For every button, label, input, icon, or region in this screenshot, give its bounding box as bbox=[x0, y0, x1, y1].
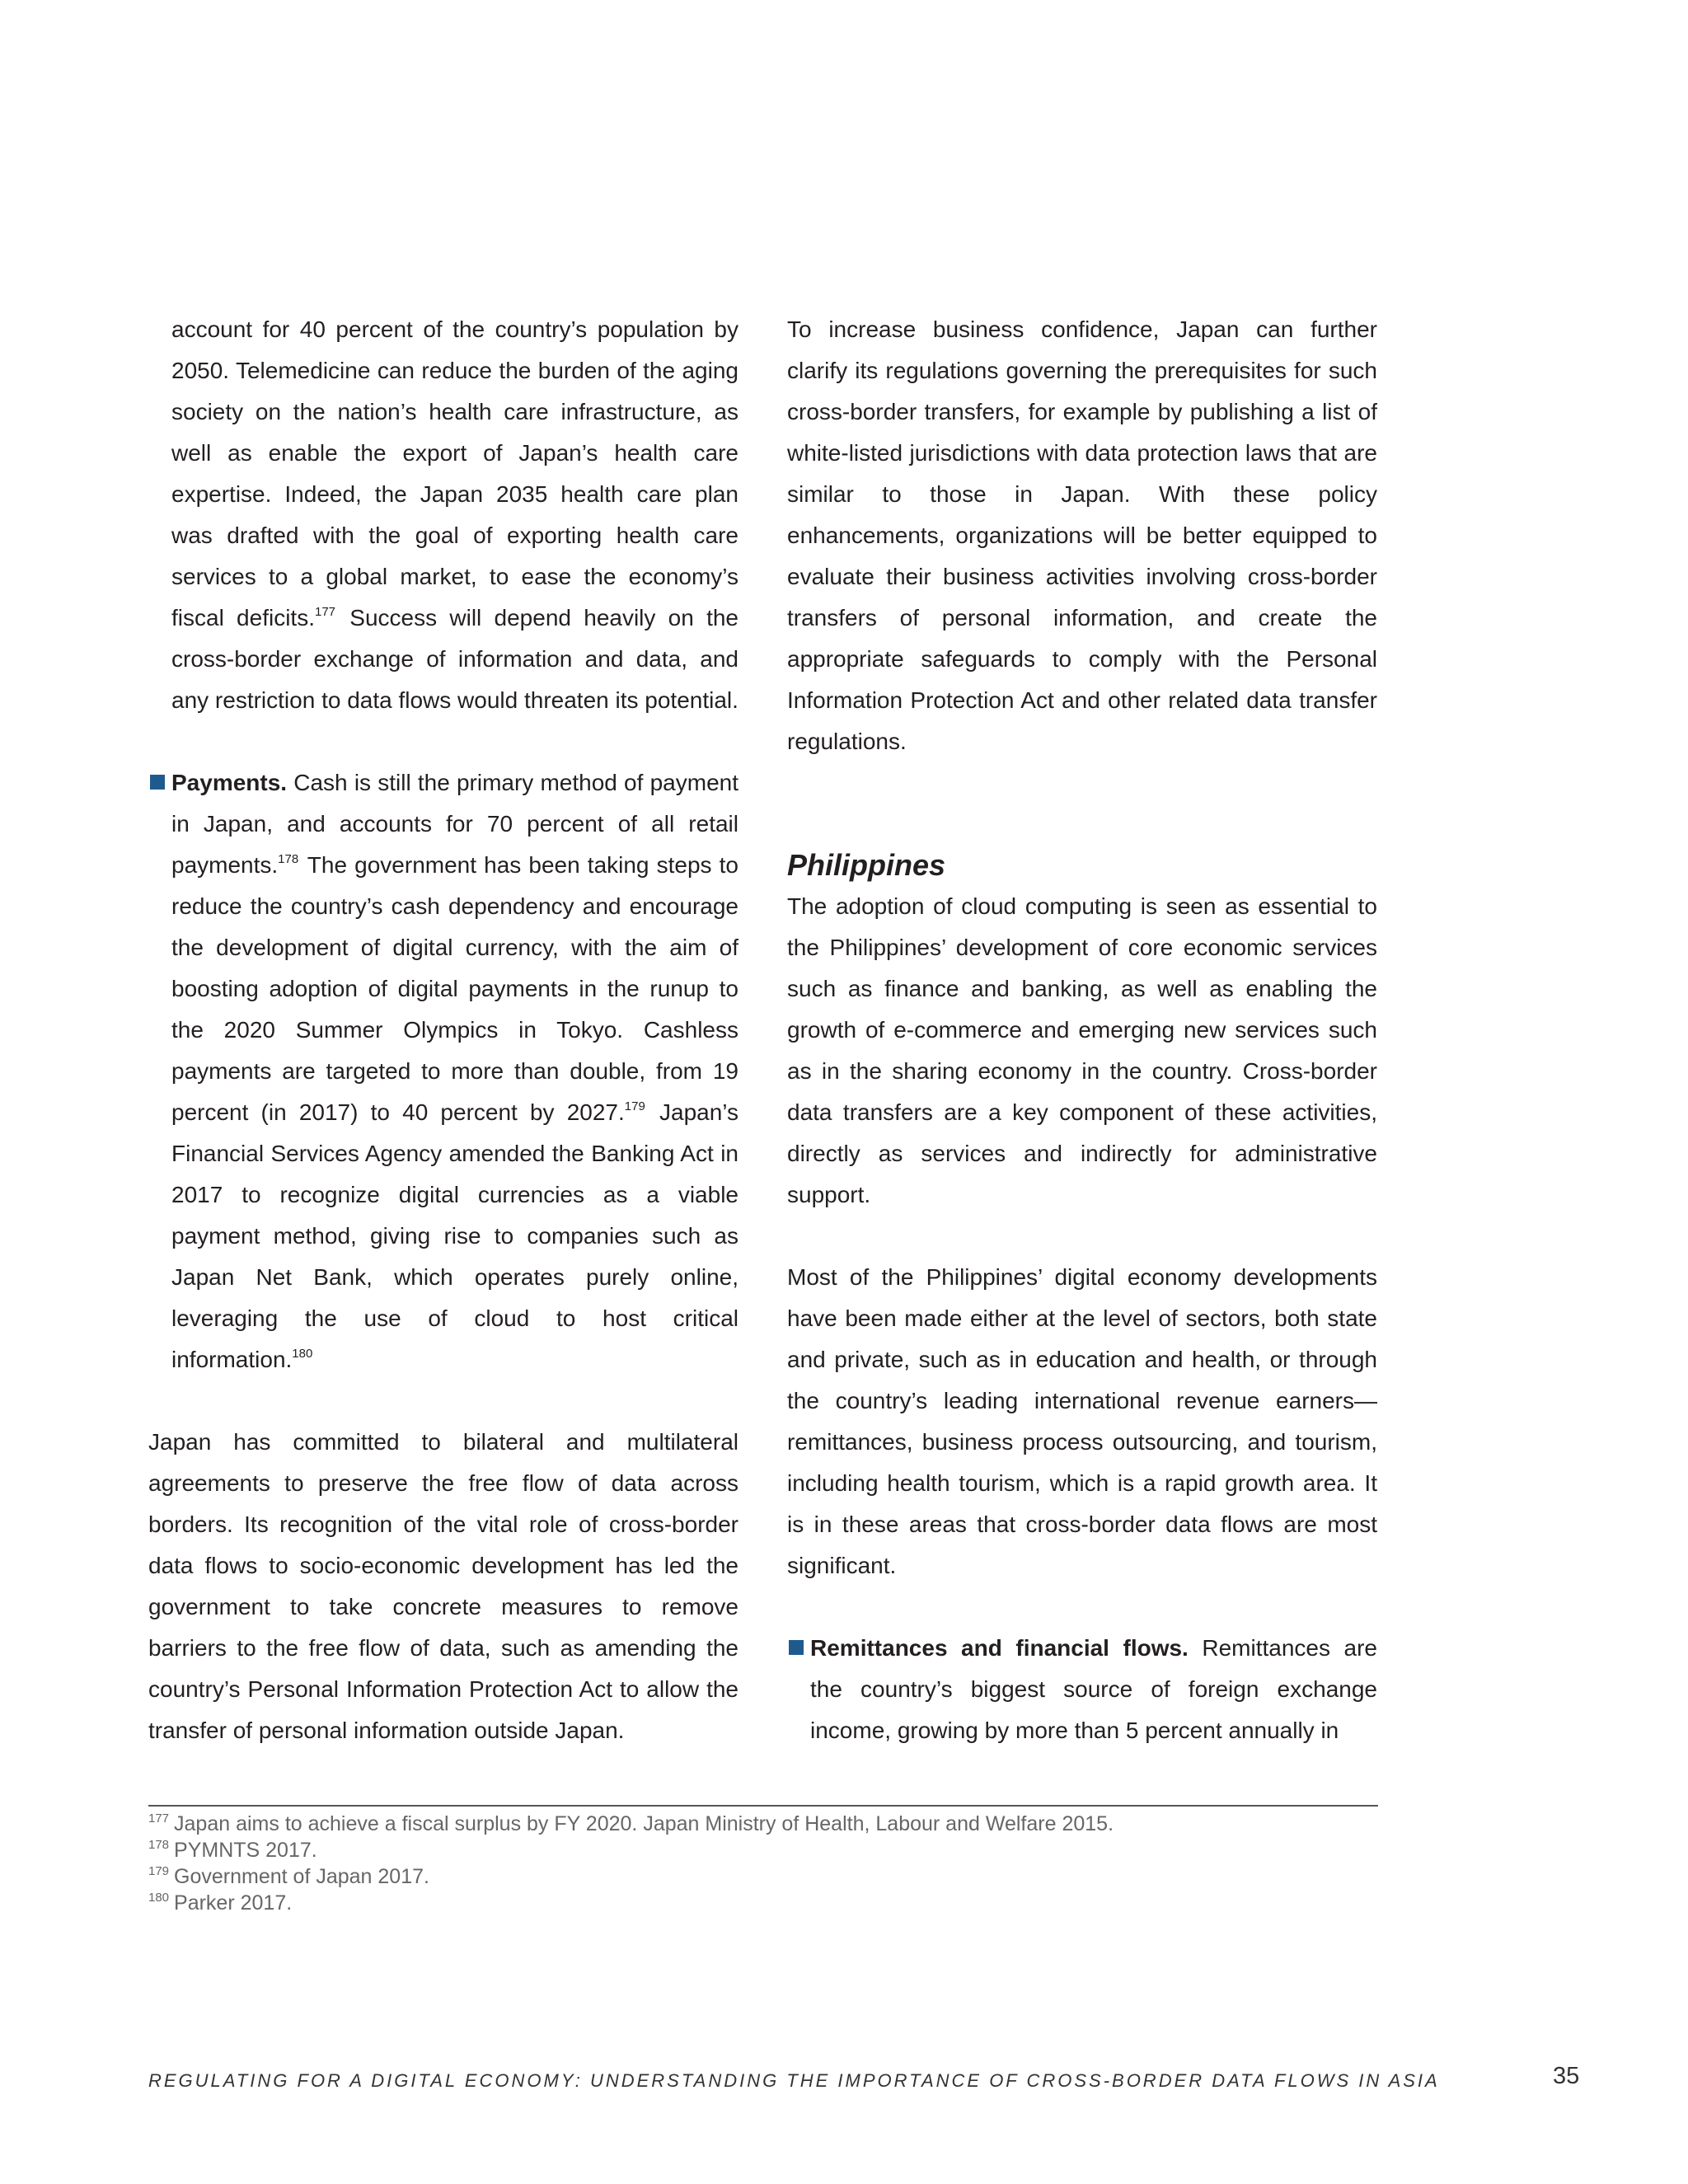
footnote-180 bbox=[148, 1890, 1378, 1916]
health-care-paragraph bbox=[148, 309, 738, 721]
paragraph-gap bbox=[148, 721, 738, 762]
payments-bullet-paragraph bbox=[148, 762, 738, 1380]
business-confidence-paragraph: To increase business confidence, Japan can further clarify its regulations governing the prerequisites for such cross-border transfers, for example by publishing a list of white-listed jurisdictions with data protection laws that are similar to those in Japan. With these policy enhancements, organizations will be better equipped to evaluate their business activities involving cross-border transfers of personal information, and create the appropriate safeguards to comply with the Personal Information Protection Act and other related data transfer regulations. bbox=[787, 316, 1377, 754]
footnote-divider bbox=[148, 1805, 1378, 1807]
health-care-text-tail: Success will depend heavily on the cross-border exchange of information and data, and any restriction to data flows would threaten its potential. bbox=[171, 605, 739, 713]
footnote-178 bbox=[148, 1837, 1378, 1863]
cloud-adoption-paragraph: The adoption of cloud computing is seen as essential to the Philippines’ development of core economic services such as finance and banking, as well as enabling the growth of e-commerce and emerging new services such as in the sharing economy in the country. Cross-border data transfers are a key component of these activities, directly as services and indirectly for administrative support. bbox=[787, 893, 1377, 1207]
footnote-ref-180[interactable]: 180 bbox=[292, 1347, 313, 1361]
remittances-bullet-paragraph bbox=[787, 1628, 1377, 1751]
payments-text-c: Japan’s Financial Services Agency amended the Banking Act in 2017 to recognize digital currencies as a viable payment method, giving rise to companies such as Japan Net Bank, which operates purely online, leveraging the use of cloud to host critical information. bbox=[171, 1099, 738, 1372]
footnote-number: 180 bbox=[148, 1891, 170, 1905]
footnote-ref-178[interactable]: 178 bbox=[278, 852, 299, 866]
paragraph-gap bbox=[148, 1380, 738, 1422]
footnote-179 bbox=[148, 1863, 1378, 1890]
footnote-number: 177 bbox=[148, 1811, 170, 1825]
paragraph-gap bbox=[787, 1586, 1377, 1628]
footnote-number: 178 bbox=[148, 1838, 170, 1852]
remittances-text: Remittances are the country’s biggest source of foreign exchange income, growing by more than 5 percent annually in bbox=[810, 1635, 1378, 1743]
footnote-text: PYMNTS 2017. bbox=[174, 1839, 317, 1862]
footnote-text: Japan aims to achieve a fiscal surplus by FY 2020. Japan Ministry of Health, Labour and Welfare 2015. bbox=[174, 1812, 1114, 1835]
remittances-lead: Remittances and financial flows. bbox=[810, 1635, 1189, 1661]
page-number: 35 bbox=[1553, 2063, 1580, 2089]
payments-text-b: The government has been taking steps to reduce the country’s cash dependency and encourage the development of digital currency, with the aim of boosting adoption of digital payments in the runup to the 2020 Summer Olympics in Tokyo. Cashless payments are targeted to more than double, from 19 percent (in 2017) to 40 percent by 2027. bbox=[171, 852, 738, 1125]
paragraph-gap bbox=[787, 1216, 1377, 1257]
square-bullet-icon bbox=[789, 1640, 804, 1655]
health-care-text: account for 40 percent of the country’s population by 2050. Telemedicine can reduce the burden of the aging society on the nation’s health care infrastructure, as well as enable the export of Japan’s health care expertise. Indeed, the Japan 2035 health care plan was drafted with the goal of exporting health care services to a global market, to ease the economy’s fiscal deficits. bbox=[171, 316, 738, 630]
footnote-177 bbox=[148, 1811, 1378, 1837]
footnote-ref-177[interactable]: 177 bbox=[315, 605, 336, 619]
running-footer-title: REGULATING FOR A DIGITAL ECONOMY: UNDERSTANDING THE IMPORTANCE OF CROSS-BORDER DATA FLOWS IN ASIA bbox=[148, 2070, 1440, 2091]
left-column bbox=[148, 309, 738, 1751]
footnote-number: 179 bbox=[148, 1864, 170, 1878]
digital-developments-paragraph: Most of the Philippines’ digital economy developments have been made either at the level of sectors, both state and private, such as in education and health, or through the country’s leading international revenue earners—remittances, business process outsourcing, and tourism, including health tourism, which is a rapid growth area. It is in these areas that cross-border data flows are most significant. bbox=[787, 1264, 1377, 1578]
section-gap bbox=[787, 762, 1377, 845]
commitments-paragraph: Japan has committed to bilateral and multilateral agreements to preserve the free flow of data across borders. Its recognition of the vital role of cross-border data flows to socio-economic development has led the government to take concrete measures to remove barriers to the free flow of data, such as amending the country’s Personal Information Protection Act to allow the transfer of personal information outside Japan. bbox=[148, 1429, 738, 1743]
payments-lead: Payments. bbox=[171, 770, 288, 795]
philippines-heading: Philippines bbox=[787, 848, 946, 882]
footnote-text: Government of Japan 2017. bbox=[174, 1865, 429, 1888]
right-column bbox=[787, 309, 1377, 1751]
footnote-text: Parker 2017. bbox=[174, 1891, 293, 1915]
footnotes bbox=[148, 1811, 1378, 1916]
footnote-ref-179[interactable]: 179 bbox=[624, 1099, 645, 1113]
payments-text-a: Cash is still the primary method of payment in Japan, and accounts for 70 percent of all retail payments. bbox=[171, 770, 738, 878]
square-bullet-icon bbox=[150, 775, 165, 790]
